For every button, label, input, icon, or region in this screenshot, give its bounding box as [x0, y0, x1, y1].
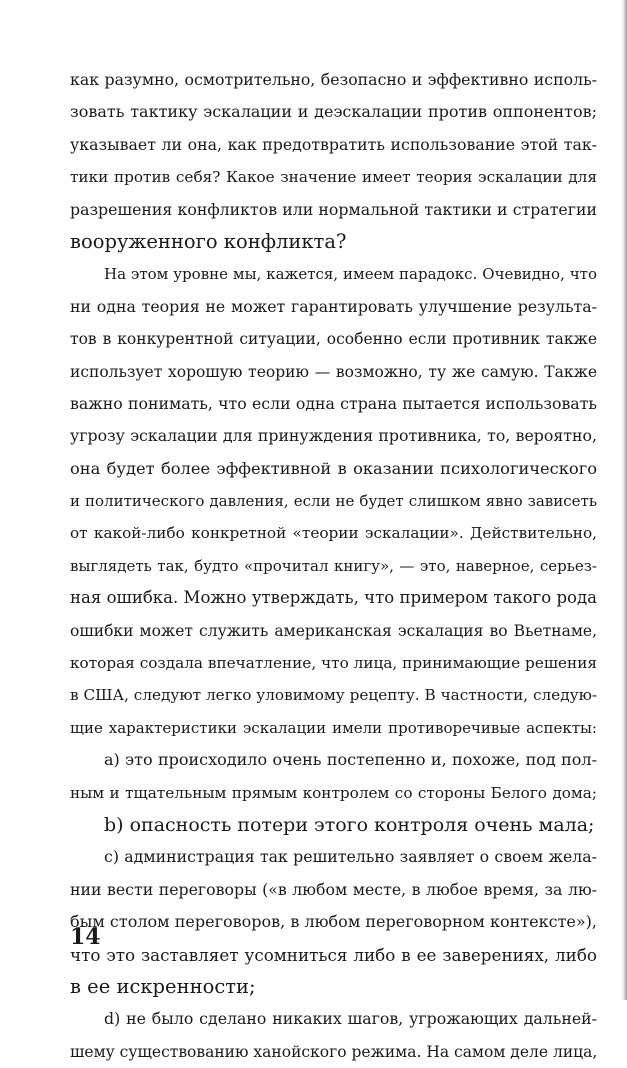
text-line: в США, следуют легко уловимому рецепту. В частности, следую- [70, 686, 597, 705]
text-line: шему существованию ханойского режима. На самом деле лица, [70, 1042, 598, 1061]
text-line: ная ошибка. Можно утверждать, что примером такого рода [70, 588, 597, 608]
text-line: как разумно, осмотрительно, безопасно и эффективно исполь- [70, 70, 597, 89]
text-line: d) не было сделано никаких шагов, угрожающих дальней- [104, 1009, 597, 1029]
text-line: вооруженного конфликта? [70, 229, 347, 253]
text-line: щие характеристики эскалации имели противоречивые аспекты: [70, 718, 597, 737]
text-line: разрешения конфликтов или нормальной тактики и стратегии [70, 199, 597, 219]
text-line: ни одна теория не может гарантировать улучшение результа- [70, 296, 597, 316]
text-line: указывает ли она, как предотвратить использование этой так- [70, 134, 597, 154]
text-line: нии вести переговоры («в любом месте, в любое время, за лю- [70, 879, 597, 899]
text-line: что это заставляет усомниться либо в ее заверениях, либо [70, 944, 597, 965]
text-line: которая создала впечатление, что лица, принимающие решения [70, 654, 597, 673]
text-line: тики против себя? Какое значение имеет теория эскалации для [70, 168, 597, 187]
text-line: она будет более эффективной в оказании психологического [70, 458, 597, 478]
text-line: a) это происходило очень постепенно и, похоже, под пол- [104, 750, 597, 770]
text-line: c) администрация так решительно заявляет о своем жела- [104, 847, 597, 867]
text-line: тов в конкурентной ситуации, особенно если противник также [70, 330, 597, 349]
text-line: в ее искренности; [70, 974, 256, 998]
text-line: и политического давления, если не будет слишком явно зависеть [70, 492, 597, 511]
text-line: от какой-либо конкретной «теории эскалации». Действительно, [70, 524, 597, 543]
text-line: выглядеть так, будто «прочитал книгу», — это, наверное, серьез- [70, 556, 597, 575]
text-line: угрозу эскалации для принуждения противника, то, вероятно, [70, 426, 597, 446]
body-text [70, 64, 597, 1068]
text-line: важно понимать, что если одна страна пытается использовать [70, 393, 597, 413]
page-edge-shadow [621, 0, 627, 1000]
page-number: 14 [70, 924, 101, 950]
text-line: использует хорошую теорию — возможно, ту же самую. Также [70, 362, 597, 381]
text-line: бым столом переговоров, в любом переговорном контексте»), [70, 912, 597, 932]
text-line: зовать тактику эскалации и деэскалации против оппонентов; [70, 102, 597, 122]
text-line: ным и тщательным прямым контролем со стороны Белого дома; [70, 783, 597, 802]
text-line: b) опасность потери этого контроля очень мала; [104, 813, 595, 836]
text-line: На этом уровне мы, кажется, имеем парадокс. Очевидно, что [104, 265, 597, 284]
text-line: ошибки может служить американская эскалация во Вьетнаме, [70, 621, 597, 640]
